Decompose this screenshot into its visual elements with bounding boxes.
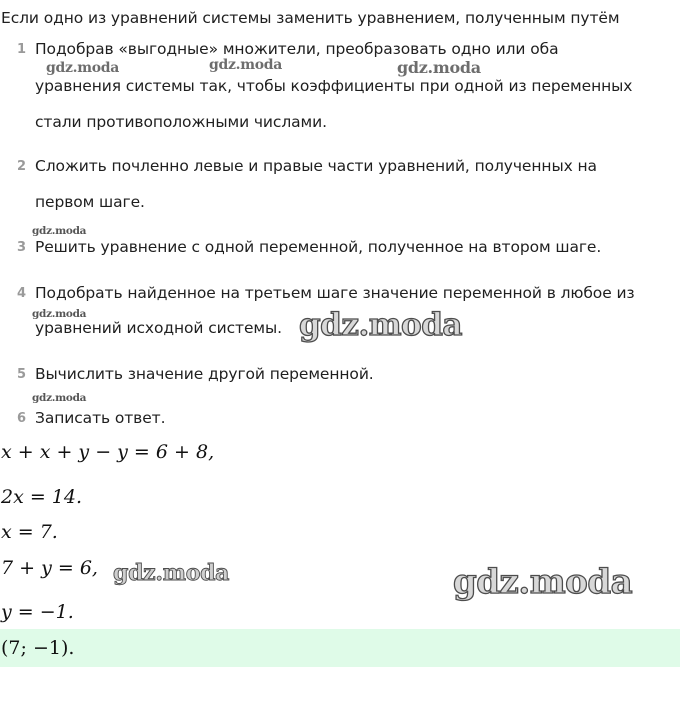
equation-line-3: x = 7. <box>1 521 58 543</box>
step-number: 4 <box>16 286 26 301</box>
step-2-line-1: Сложить почленно левые и правые части уравнений, полученных на <box>35 157 597 175</box>
step-number: 2 <box>16 159 26 174</box>
watermark: gdz.moda <box>113 560 230 586</box>
watermark: gdz.moda <box>32 308 87 320</box>
step-1-line-3: стали противоположными числами. <box>35 113 327 131</box>
watermark: gdz.moda <box>453 562 633 602</box>
step-6-line-1: Записать ответ. <box>35 409 166 427</box>
answer-line: (7; −1). <box>1 637 75 659</box>
step-2-line-2: первом шаге. <box>35 193 145 211</box>
step-4-line-2: уравнений исходной системы. <box>35 319 282 337</box>
equation-line-5: y = −1. <box>1 601 74 623</box>
step-3-line-1: Решить уравнение с одной переменной, полученное на втором шаге. <box>35 238 602 256</box>
step-number: 3 <box>16 240 26 255</box>
watermark: gdz.moda <box>32 392 87 404</box>
watermark: gdz.moda <box>32 225 87 237</box>
watermark: gdz.moda <box>299 307 462 343</box>
step-1-line-2: уравнения системы так, чтобы коэффициенты при одной из переменных <box>35 77 633 95</box>
watermark: gdz.moda <box>46 60 120 76</box>
equation-line-4: 7 + y = 6, <box>1 557 98 579</box>
step-5-line-1: Вычислить значение другой переменной. <box>35 365 374 383</box>
intro-text: Если одно из уравнений системы заменить уравнением, полученным путём <box>1 9 620 27</box>
answer-highlight <box>0 629 680 667</box>
step-number: 1 <box>16 42 26 57</box>
step-1-line-1: Подобрав «выгодные» множители, преобразовать одно или оба <box>35 40 559 58</box>
step-number: 5 <box>16 367 26 382</box>
step-number: 6 <box>16 411 26 426</box>
step-4-line-1: Подобрать найденное на третьем шаге значение переменной в любое из <box>35 284 635 302</box>
watermark: gdz.moda <box>209 57 283 73</box>
watermark: gdz.moda <box>397 58 481 77</box>
equation-line-2: 2x = 14. <box>1 486 83 508</box>
equation-line-1: x + x + y − y = 6 + 8, <box>1 441 215 463</box>
